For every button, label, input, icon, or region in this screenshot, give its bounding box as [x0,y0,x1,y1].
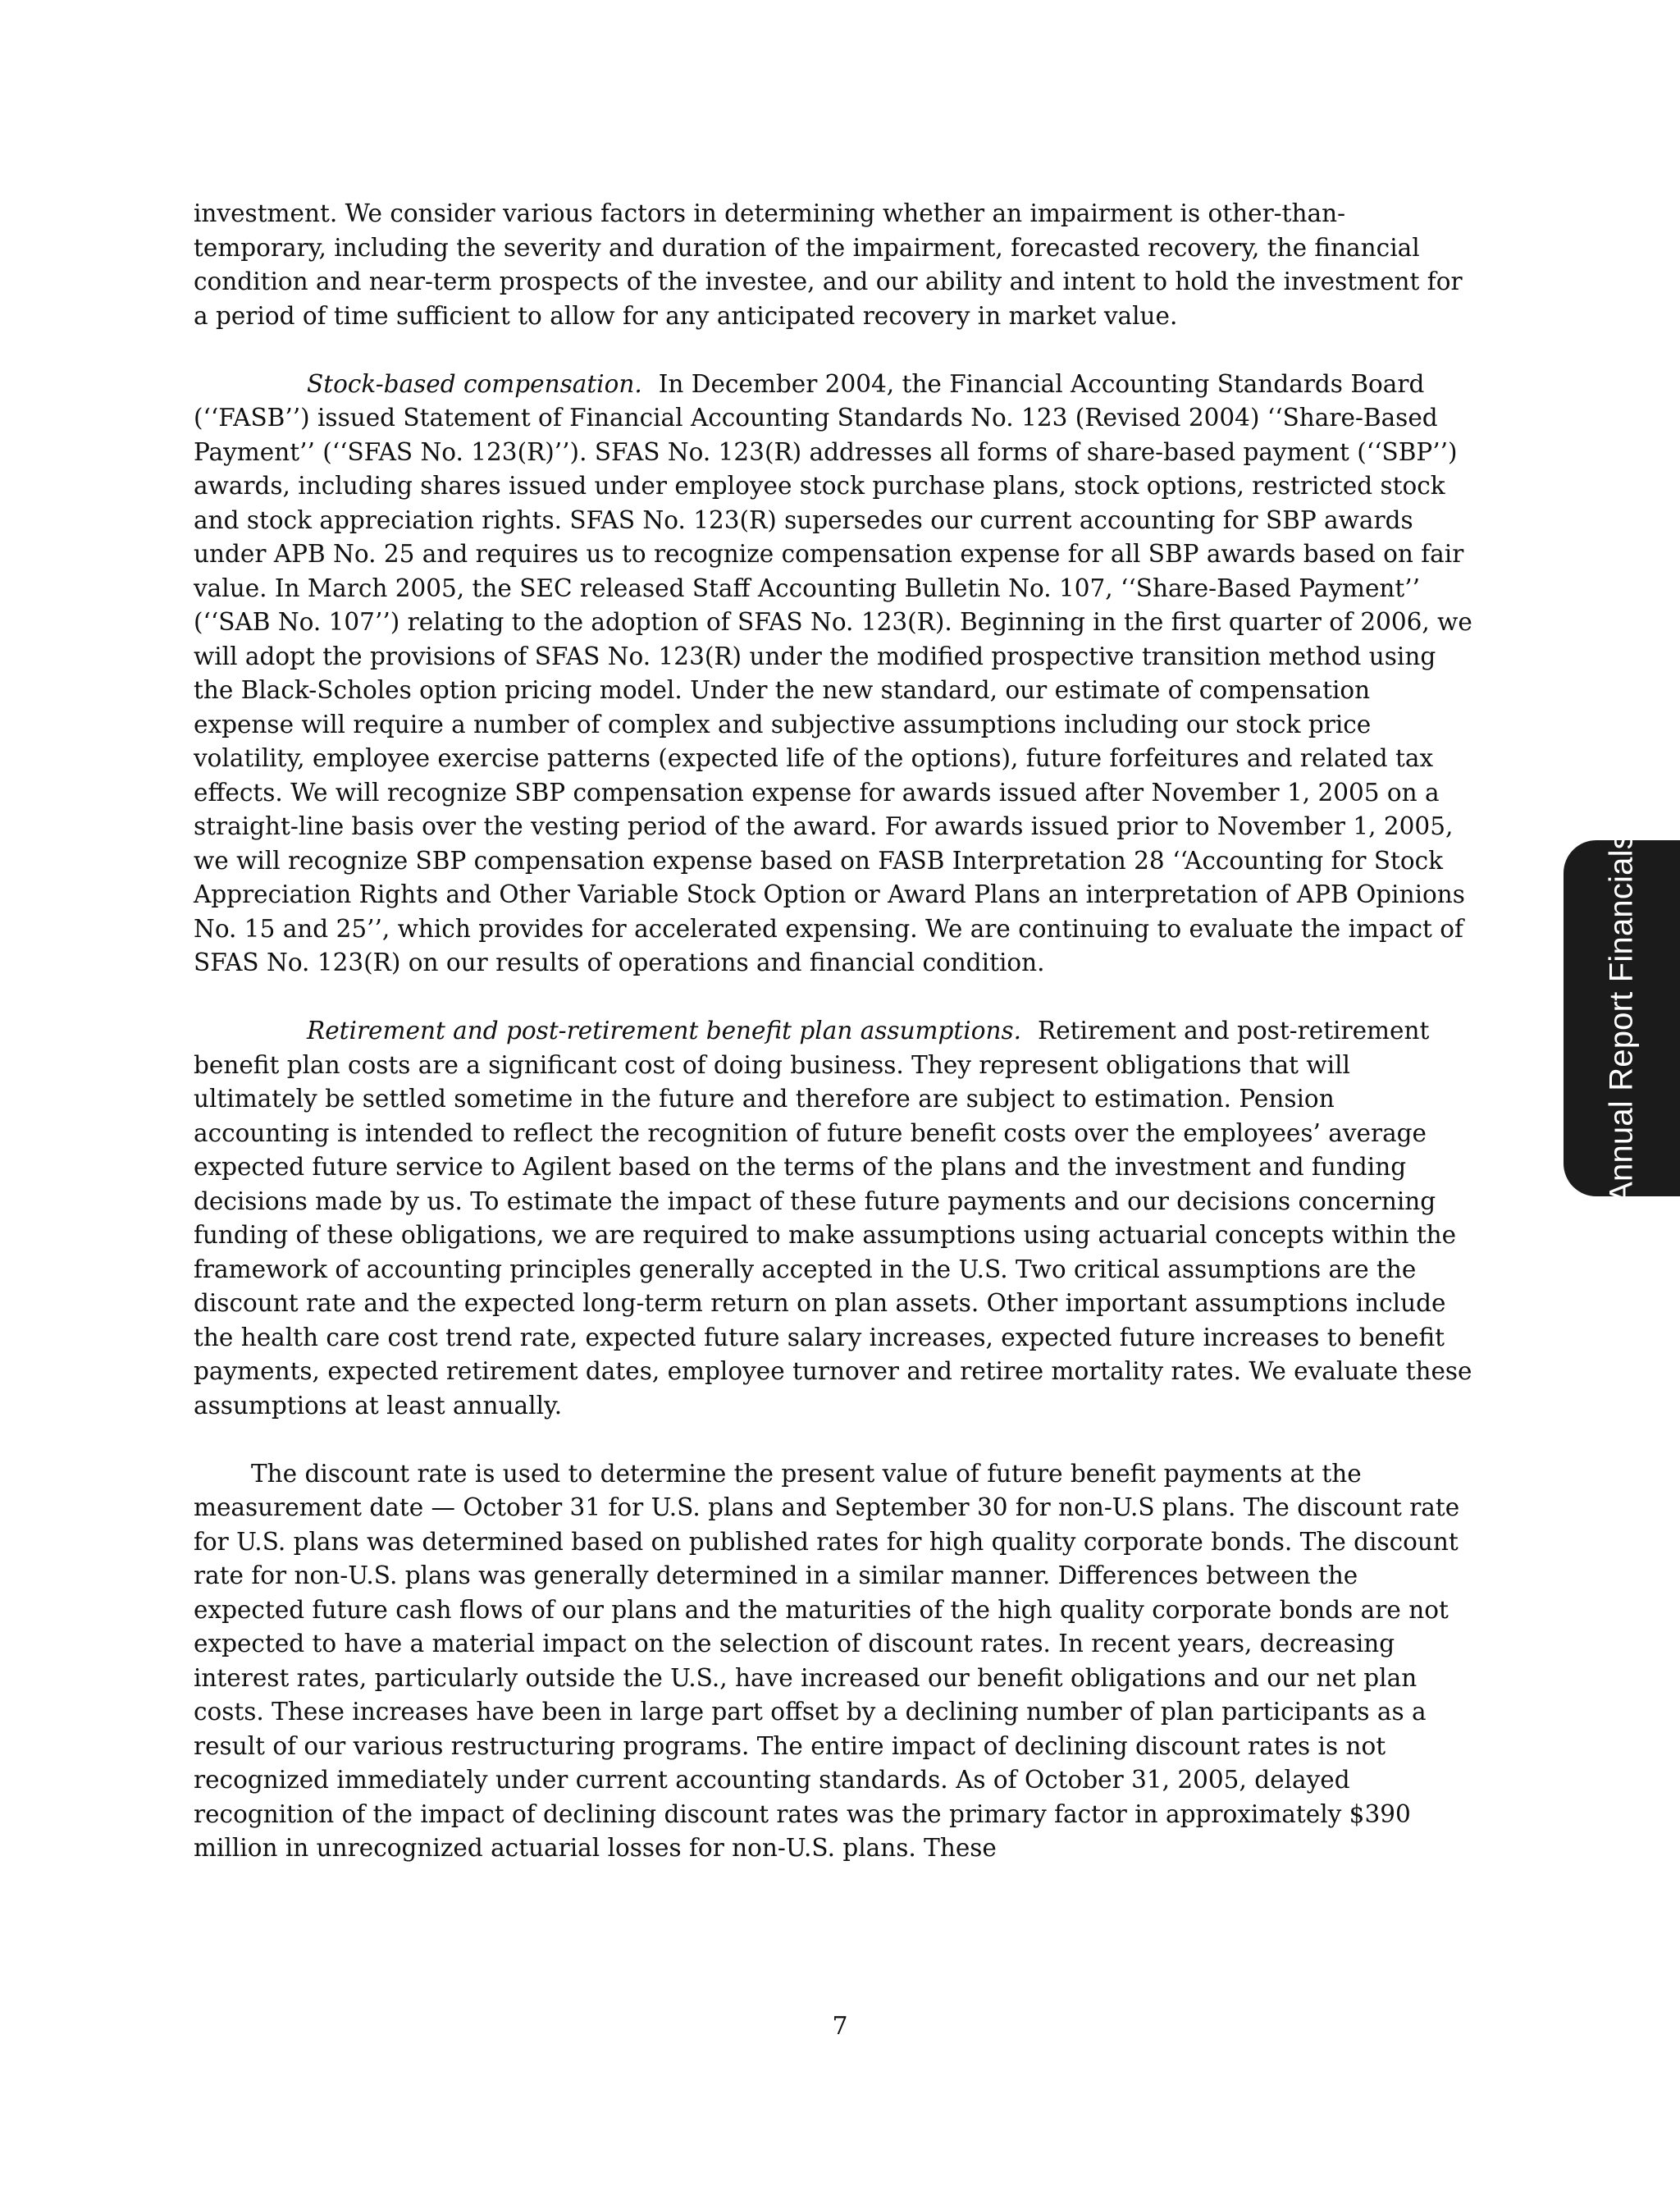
paragraph-impairment [194,197,1473,333]
page-number: 7 [832,2012,848,2041]
paragraph-stock-based-compensation [194,368,1473,981]
document-body [194,197,1473,1866]
paragraph-text: investment. We consider various factors in determining whether an impairment is other-than-temporary, including the severity and duration of the impairment, forecasted recovery, the financial condition and near-term prospects of the investee, and our ability and intent to hold the investment for a period of time sufficient to allow for any anticipated recovery in market value. [194,199,1463,330]
paragraph-retirement-assumptions [194,1014,1473,1423]
side-tab-label: Annual Report Financials [1603,833,1640,1204]
section-lead-stock-based-compensation: Stock-based compensation. [307,369,642,398]
paragraph-text: In December 2004, the Financial Accounting Standards Board (‘‘FASB’’) issued Statement of Financial Accounting Standards No. 123 (Revised 2004) ‘‘Share-Based Payment’’ (‘‘SFAS No. 123(R)’’). SFAS No. 123(R) addresses all forms of share-based payment (‘‘SBP’’) awards, including shares issued under employee stock purchase plans, stock options, restricted stock and stock appreciation rights. SFAS No. 123(R) supersedes our current accounting for SBP awards under APB No. 25 and requires us to recognize compensation expense for all SBP awards based on fair value. In March 2005, the SEC released Staff Accounting Bulletin No. 107, ‘‘Share-Based Payment’’ (‘‘SAB No. 107’’) relating to the adoption of SFAS No. 123(R). Beginning in the first quarter of 2006, we will adopt the provisions of SFAS No. 123(R) under the modified prospective transition method using the Black-Scholes option pricing model. Under the new standard, our estimate of compensation expense will require a number of complex and subjective assumptions including our stock price volatility, employee exercise patterns (expected life of the options), future forfeitures and related tax effects. We will recognize SBP compensation expense for awards issued after November 1, 2005 on a straight-line basis over the vesting period of the award. For awards issued prior to November 1, 2005, we will recognize SBP compensation expense based on FASB Interpretation 28 ‘‘Accounting for Stock Appreciation Rights and Other Variable Stock Option or Award Plans an interpretation of APB Opinions No. 15 and 25’’, which provides for accelerated expensing. We are continuing to evaluate the impact of SFAS No. 123(R) on our results of operations and financial condition. [194,369,1472,976]
section-side-tab [1564,833,1680,1204]
paragraph-text: Retirement and post-retirement benefit plan costs are a significant cost of doing business. They represent obligations that will ultimately be settled sometime in the future and therefore are subject to estimation. Pension accounting is intended to reflect the recognition of future benefit costs over the employees’ average expected future service to Agilent based on the terms of the plans and the investment and funding decisions made by us. To estimate the impact of these future payments and our decisions concerning funding of these obligations, we are required to make assumptions using actuarial concepts within the framework of accounting principles generally accepted in the U.S. Two critical assumptions are the discount rate and the expected long-term return on plan assets. Other important assumptions include the health care cost trend rate, expected future salary increases, expected future increases to benefit payments, expected retirement dates, employee turnover and retiree mortality rates. We evaluate these assumptions at least annually. [194,1017,1472,1420]
paragraph-discount-rate [194,1457,1473,1866]
paragraph-text: The discount rate is used to determine the present value of future benefit payments at the measurement date — October 31 for U.S. plans and September 30 for non-U.S plans. The discount rate for U.S. plans was determined based on published rates for high quality corporate bonds. The discount rate for non-U.S. plans was generally determined in a similar manner. Differences between the expected future cash flows of our plans and the maturities of the high quality corporate bonds are not expected to have a material impact on the selection of discount rates. In recent years, decreasing interest rates, particularly outside the U.S., have increased our benefit obligations and our net plan costs. These increases have been in large part offset by a declining number of plan participants as a result of our various restructuring programs. The entire impact of declining discount rates is not recognized immediately under current accounting standards. As of October 31, 2005, delayed recognition of the impact of declining discount rates was the primary factor in approximately $390 million in unrecognized actuarial losses for non-U.S. plans. These [194,1459,1460,1862]
section-lead-retirement-assumptions: Retirement and post-retirement benefit plan assumptions. [307,1017,1021,1045]
